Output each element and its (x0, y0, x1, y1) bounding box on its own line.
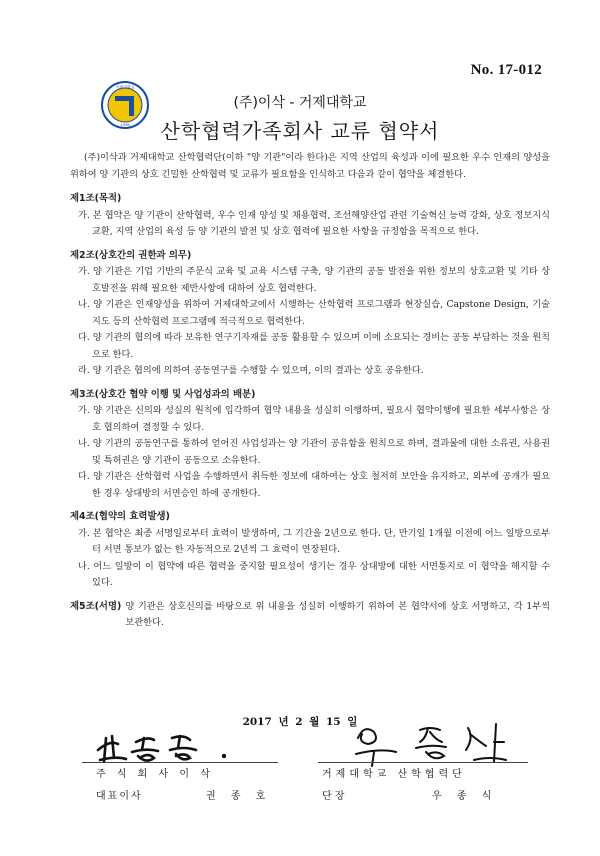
signatory-left-role: 대표이사 (96, 791, 143, 802)
article-item: 다. 양 기관의 협의에 따라 보유한 연구기자재를 공동 활용할 수 있으며 이에 소요되는 경비는 공동 부담하는 것을 원칙으로 한다. (78, 332, 550, 360)
article-title: 제3조(상호간 협약 이행 및 사업성과의 배분) (70, 388, 256, 400)
article-item: 가. 양 기관은 기업 기반의 주문식 교육 및 교육 시스템 구축, 양 기관의 공동 발전을 위한 정보의 상호교환 및 기타 상호발전을 위해 필요한 제반사항에 대하여 상호 협력한다. (78, 266, 550, 294)
article-title: 제4조(협약의 효력발생) (70, 511, 170, 522)
article-item: 가. 본 협약은 최종 서명일로부터 효력이 발생하며, 그 기간을 2년으로 한다. 단, 만기일 1개월 이전에 어느 일방으로부터 서면 통보가 없는 한 자동적으로 2년씩 그 효력이 연장된다. (78, 527, 550, 555)
signature-line-left (82, 762, 278, 763)
signatory-right-role: 단 장 (322, 791, 345, 802)
article-item: 나. 양 기관은 인재양성을 위하여 거제대학교에서 시행하는 산학협력 프로그램과 현장실습, Capstone Design, 기술지도 등의 산학협력 프로그램에 적극적으로 협력한다. (78, 299, 550, 327)
article-3 (70, 387, 550, 503)
svg-text:거제대학교: 거제대학교 (115, 84, 135, 90)
article-4 (70, 509, 550, 592)
signatory-left (96, 764, 271, 808)
signature-line-right (318, 762, 528, 763)
agreement-body (70, 150, 550, 632)
article-title: 제2조(상호간의 권한과 의무) (70, 249, 192, 261)
page-title: 산학협력가족회사 교류 협약서 (160, 119, 440, 143)
article-5-text: 양 기관은 상호신의를 바탕으로 위 내용을 성실히 이행하기 위하여 본 협약서에 상호 서명하고, 각 1부씩 보관한다. (125, 600, 550, 628)
signatory-right (322, 764, 497, 808)
subtitle: (주)이삭 - 거제대학교 (233, 95, 367, 111)
document-number: No. 17-012 (470, 62, 542, 78)
article-2 (70, 248, 550, 380)
article-title: 제1조(목적) (70, 193, 122, 204)
article-item: 다. 양 기관은 산학협력 사업을 수행하면서 취득한 정보에 대하여는 상호 철저히 보안을 유지하고, 외부에 공개가 필요한 경우 상대방의 서면승인 하에 공개한다. (78, 471, 550, 499)
article-5-title: 제5조(서명) (70, 600, 122, 612)
signatory-left-name: 권 종 호 (206, 791, 272, 802)
article-item: 나. 어느 일방이 이 협약에 따른 협력을 중지할 필요성이 생기는 경우 상대방에 대한 서면통지로 이 협약을 해지할 수 있다. (78, 560, 550, 588)
svg-text:1998: 1998 (120, 123, 130, 127)
article-item: 가. 양 기관은 신의와 성실의 원칙에 입각하여 협약 내용을 성실히 이행하며, 필요시 협약이행에 필요한 세부사항은 상호 협의하여 결정할 수 있다. (78, 405, 550, 433)
signatory-right-org: 거제대학교 산학협력단 (322, 769, 466, 780)
intro-paragraph: (주)이삭과 거제대학교 산학협력단(이하 "양 기관"이라 한다)은 지역 산업의 육성과 이에 필요한 우수 인재의 양성을 위하여 양 기관의 상호 긴밀한 산학협력 및 교류가 필요함을 인식하고 다음과 같이 협약을 체결한다. (70, 152, 550, 180)
article-5 (70, 599, 550, 632)
signing-date: 2017 년 2 월 15 일 (242, 716, 358, 728)
article-1 (70, 191, 550, 241)
signatory-left-org: 주 식 회 사 이 삭 (96, 769, 214, 780)
article-item: 라. 양 기관은 협의에 의하여 공동연구를 수행할 수 있으며, 이의 결과는 상호 공유한다. (78, 365, 424, 376)
signatory-right-name: 우 종 식 (432, 791, 498, 802)
articles-list (70, 191, 550, 592)
article-item: 가. 본 협약은 양 기관이 산학협력, 우수 인재 양성 및 채용협력, 조선해양산업 관련 기술혁신 능력 강화, 상호 정보지식 교환, 지역 산업의 육성 등 양 기관의 발전 및 상호 협력에 필요한 사항을 규정함을 목적으로 한다. (78, 209, 550, 237)
article-item: 나. 양 기관의 공동연구를 통하여 얻어진 사업성과는 양 기관이 공유함을 원칙으로 하며, 결과물에 대한 소유권, 사용권 및 특허권은 양 기관이 공동으로 소유한다. (78, 438, 550, 466)
